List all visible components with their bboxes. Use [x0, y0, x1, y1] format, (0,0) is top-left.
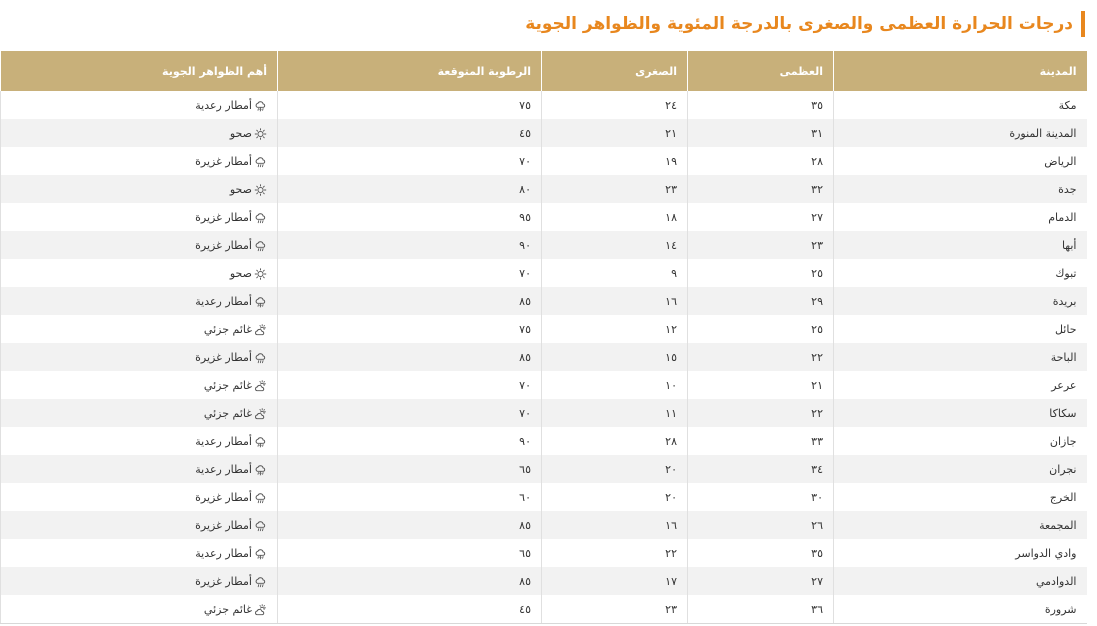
cell-max-temp: ٣٥ — [688, 539, 834, 567]
cell-min-temp: ١٢ — [542, 315, 688, 343]
table-row — [1, 567, 1087, 595]
phenomenon-label: أمطار غزيرة — [195, 574, 252, 588]
cell-min-temp: ٢١ — [542, 119, 688, 147]
cell-city: مكة — [834, 91, 1087, 119]
table-row — [1, 231, 1087, 259]
cell-humidity: ٤٥ — [278, 119, 542, 147]
cell-humidity: ٦٠ — [278, 483, 542, 511]
cell-min-temp: ٢٣ — [542, 595, 688, 624]
table-row — [1, 259, 1087, 287]
cell-phenomenon — [1, 175, 278, 203]
cell-city: شرورة — [834, 595, 1087, 624]
cell-city: الخرج — [834, 483, 1087, 511]
cell-humidity: ٨٥ — [278, 287, 542, 315]
table-header-row — [1, 51, 1087, 91]
cell-phenomenon — [1, 595, 278, 624]
table-row — [1, 91, 1087, 119]
cell-city: الدمام — [834, 203, 1087, 231]
cell-phenomenon — [1, 511, 278, 539]
cell-city: الرياض — [834, 147, 1087, 175]
cell-max-temp: ٢٨ — [688, 147, 834, 175]
phenomenon-label: أمطار رعدية — [195, 546, 252, 560]
cell-phenomenon — [1, 259, 278, 287]
column-header-humidity: الرطوبة المتوقعة — [278, 51, 542, 91]
partly-cloudy-icon — [254, 604, 267, 616]
cell-city: تبوك — [834, 259, 1087, 287]
page-title: درجات الحرارة العظمى والصغرى بالدرجة المئوية والظواهر الجوية — [525, 14, 1073, 34]
cell-humidity: ٧٠ — [278, 371, 542, 399]
thunder-rain-icon — [254, 100, 267, 112]
phenomenon-label: صحو — [229, 182, 252, 196]
cell-min-temp: ١٥ — [542, 343, 688, 371]
cell-humidity: ٩٠ — [278, 231, 542, 259]
table-row — [1, 455, 1087, 483]
phenomenon-label: أمطار غزيرة — [195, 490, 252, 504]
phenomenon-label: أمطار رعدية — [195, 294, 252, 308]
table-row — [1, 287, 1087, 315]
cell-phenomenon — [1, 287, 278, 315]
cell-city: الباحة — [834, 343, 1087, 371]
cell-max-temp: ٢١ — [688, 371, 834, 399]
phenomenon-label: غائم جزئي — [203, 378, 252, 392]
cell-humidity: ٨٠ — [278, 175, 542, 203]
phenomenon-label: أمطار رعدية — [195, 98, 252, 112]
sun-icon — [254, 128, 267, 140]
phenomenon-label: غائم جزئي — [203, 406, 252, 420]
phenomenon-label: صحو — [229, 126, 252, 140]
cell-city: حائل — [834, 315, 1087, 343]
cell-phenomenon — [1, 119, 278, 147]
column-header-max: العظمى — [688, 51, 834, 91]
heavy-rain-icon — [254, 520, 267, 532]
cell-min-temp: ٢٤ — [542, 91, 688, 119]
cell-city: وادي الدواسر — [834, 539, 1087, 567]
cell-max-temp: ٢٧ — [688, 203, 834, 231]
cell-max-temp: ٢٩ — [688, 287, 834, 315]
phenomenon-label: أمطار غزيرة — [195, 238, 252, 252]
cell-max-temp: ٢٦ — [688, 511, 834, 539]
cell-phenomenon — [1, 203, 278, 231]
cell-phenomenon — [1, 371, 278, 399]
table-row — [1, 203, 1087, 231]
cell-min-temp: ٢٨ — [542, 427, 688, 455]
partly-cloudy-icon — [254, 324, 267, 336]
cell-min-temp: ٢٠ — [542, 483, 688, 511]
phenomenon-label: أمطار غزيرة — [195, 210, 252, 224]
cell-max-temp: ٢٥ — [688, 259, 834, 287]
phenomenon-label: أمطار غزيرة — [195, 350, 252, 364]
cell-phenomenon — [1, 91, 278, 119]
cell-phenomenon — [1, 399, 278, 427]
cell-city: بريدة — [834, 287, 1087, 315]
cell-city: المجمعة — [834, 511, 1087, 539]
thunder-rain-icon — [254, 296, 267, 308]
table-row — [1, 371, 1087, 399]
phenomenon-label: أمطار رعدية — [195, 462, 252, 476]
cell-phenomenon — [1, 455, 278, 483]
cell-min-temp: ٢٠ — [542, 455, 688, 483]
heavy-rain-icon — [254, 156, 267, 168]
heavy-rain-icon — [254, 212, 267, 224]
table-row — [1, 511, 1087, 539]
table-row — [1, 483, 1087, 511]
cell-city: سكاكا — [834, 399, 1087, 427]
cell-city: الدوادمي — [834, 567, 1087, 595]
phenomenon-label: أمطار غزيرة — [195, 518, 252, 532]
column-header-city: المدينة — [834, 51, 1087, 91]
cell-phenomenon — [1, 147, 278, 175]
cell-humidity: ٨٥ — [278, 567, 542, 595]
heavy-rain-icon — [254, 576, 267, 588]
cell-min-temp: ١٨ — [542, 203, 688, 231]
cell-city: أبها — [834, 231, 1087, 259]
table-row — [1, 119, 1087, 147]
cell-min-temp: ١٤ — [542, 231, 688, 259]
table-body — [1, 91, 1087, 624]
cell-min-temp: ١٩ — [542, 147, 688, 175]
cell-city: نجران — [834, 455, 1087, 483]
cell-min-temp: ١٠ — [542, 371, 688, 399]
page-title-row — [0, 10, 1085, 38]
phenomenon-label: غائم جزئي — [203, 602, 252, 616]
table-row — [1, 427, 1087, 455]
cell-humidity: ٨٥ — [278, 343, 542, 371]
cell-humidity: ٦٥ — [278, 539, 542, 567]
table-row — [1, 399, 1087, 427]
cell-max-temp: ٣٢ — [688, 175, 834, 203]
cell-humidity: ٦٥ — [278, 455, 542, 483]
cell-max-temp: ٣٠ — [688, 483, 834, 511]
cell-humidity: ٧٠ — [278, 259, 542, 287]
cell-humidity: ٨٥ — [278, 511, 542, 539]
cell-min-temp: ٢٣ — [542, 175, 688, 203]
cell-humidity: ٧٠ — [278, 399, 542, 427]
cell-city: جدة — [834, 175, 1087, 203]
cell-phenomenon — [1, 483, 278, 511]
cell-humidity: ٧٥ — [278, 91, 542, 119]
cell-phenomenon — [1, 231, 278, 259]
cell-city: جازان — [834, 427, 1087, 455]
thunder-rain-icon — [254, 548, 267, 560]
table-row — [1, 595, 1087, 624]
weather-table — [0, 51, 1087, 624]
cell-min-temp: ١٧ — [542, 567, 688, 595]
cell-humidity: ٩٥ — [278, 203, 542, 231]
cell-city: المدينة المنورة — [834, 119, 1087, 147]
cell-max-temp: ٢٢ — [688, 343, 834, 371]
cell-min-temp: ١٦ — [542, 287, 688, 315]
cell-max-temp: ٣٤ — [688, 455, 834, 483]
column-header-min: الصغرى — [542, 51, 688, 91]
table-row — [1, 343, 1087, 371]
cell-humidity: ٤٥ — [278, 595, 542, 624]
table-row — [1, 147, 1087, 175]
cell-phenomenon — [1, 315, 278, 343]
column-header-phenomena: أهم الظواهر الجوية — [1, 51, 278, 91]
cell-max-temp: ٢٣ — [688, 231, 834, 259]
partly-cloudy-icon — [254, 408, 267, 420]
cell-phenomenon — [1, 343, 278, 371]
cell-phenomenon — [1, 567, 278, 595]
cell-humidity: ٩٠ — [278, 427, 542, 455]
partly-cloudy-icon — [254, 380, 267, 392]
title-accent-bar — [1081, 11, 1085, 37]
table-row — [1, 175, 1087, 203]
table-row — [1, 539, 1087, 567]
phenomenon-label: غائم جزئي — [203, 322, 252, 336]
cell-max-temp: ٢٥ — [688, 315, 834, 343]
table-row — [1, 315, 1087, 343]
cell-max-temp: ٢٧ — [688, 567, 834, 595]
sun-icon — [254, 184, 267, 196]
cell-max-temp: ٣٥ — [688, 91, 834, 119]
cell-min-temp: ١٦ — [542, 511, 688, 539]
heavy-rain-icon — [254, 352, 267, 364]
thunder-rain-icon — [254, 464, 267, 476]
cell-max-temp: ٣٣ — [688, 427, 834, 455]
cell-phenomenon — [1, 539, 278, 567]
phenomenon-label: أمطار رعدية — [195, 434, 252, 448]
cell-max-temp: ٣٦ — [688, 595, 834, 624]
cell-phenomenon — [1, 427, 278, 455]
heavy-rain-icon — [254, 240, 267, 252]
sun-icon — [254, 268, 267, 280]
phenomenon-label: أمطار غزيرة — [195, 154, 252, 168]
cell-max-temp: ٢٢ — [688, 399, 834, 427]
thunder-rain-icon — [254, 436, 267, 448]
cell-min-temp: ١١ — [542, 399, 688, 427]
cell-city: عرعر — [834, 371, 1087, 399]
cell-min-temp: ٩ — [542, 259, 688, 287]
cell-humidity: ٧٠ — [278, 147, 542, 175]
cell-max-temp: ٣١ — [688, 119, 834, 147]
phenomenon-label: صحو — [229, 266, 252, 280]
cell-min-temp: ٢٢ — [542, 539, 688, 567]
heavy-rain-icon — [254, 492, 267, 504]
cell-humidity: ٧٥ — [278, 315, 542, 343]
